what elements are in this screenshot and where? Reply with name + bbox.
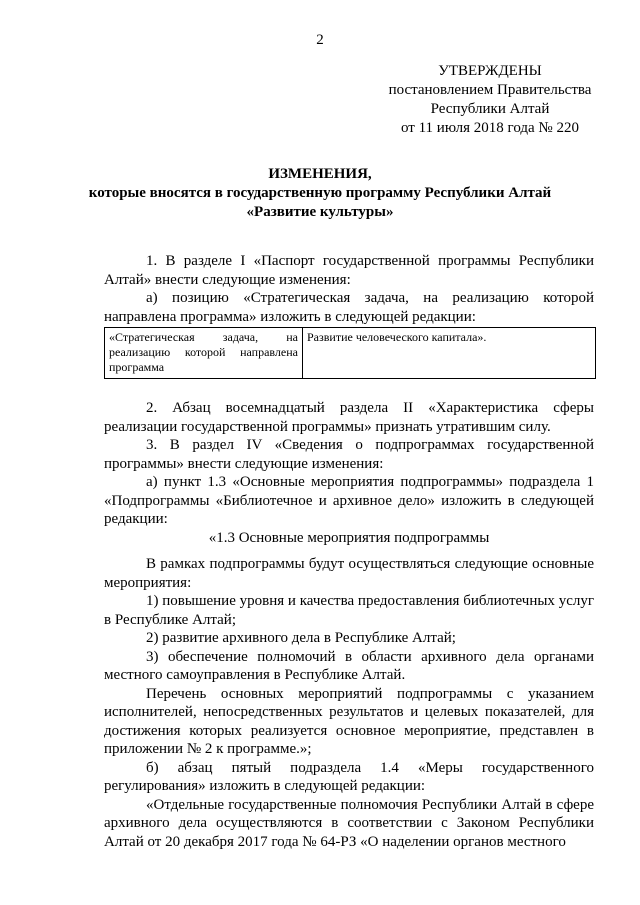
paragraph: «Отдельные государственные полномочия Республики Алтай в сфере архивного дела осуществляются в соответствии с Законом Республики Алтай от 20 декабря 2017 года № 64-РЗ «О наделении органов местного [104, 796, 594, 850]
paragraph: Перечень основных мероприятий подпрограммы с указанием исполнителей, непосредственных результатов и целевых показателей, для достижения которых реализуется основное мероприятие, представлен в приложении № 2 к программе.»; [104, 685, 594, 757]
approval-line-2: постановлением Правительства [388, 82, 592, 98]
document-title [60, 165, 580, 222]
section-2-text [104, 399, 594, 547]
paragraph: 1) повышение уровня и качества предоставления библиотечных услуг в Республике Алтай; [104, 593, 594, 628]
paragraph: 2) развитие архивного дела в Республике Алтай; [146, 630, 456, 646]
title-line-1: ИЗМЕНЕНИЯ, [268, 166, 372, 182]
paragraph: В рамках подпрограммы будут осуществляться следующие основные мероприятия: [104, 556, 594, 591]
title-line-3: «Развитие культуры» [246, 204, 394, 220]
paragraph: 3) обеспечение полномочий в области архивного дела органами местного самоуправления в Республике Алтай. [104, 648, 594, 683]
page-number: 2 [316, 32, 324, 48]
approval-line-1: УТВЕРЖДЕНЫ [438, 63, 542, 79]
table-cell-value: Развитие человеческого капитала». [307, 330, 487, 344]
paragraph: 1. В разделе I «Паспорт государственной программы Республики Алтай» внести следующие изменения: [104, 253, 594, 288]
table-cell-position: «Стратегическая задача, на реализацию которой направлена программа [105, 328, 303, 378]
position-table [104, 327, 596, 379]
approval-line-3: Республики Алтай [430, 101, 550, 117]
title-line-2: которые вносятся в государственную программу Республики Алтай [88, 185, 552, 201]
approval-line-4: от 11 июля 2018 года № 220 [401, 120, 579, 136]
paragraph: а) пункт 1.3 «Основные мероприятия подпрограммы» подраздела 1 «Подпрограммы «Библиотечное и архивное дело» изложить в следующей редакции: [104, 474, 594, 527]
section-1-text [104, 252, 594, 326]
paragraph: б) абзац пятый подраздела 1.4 «Меры государственного регулирования» изложить в следующей редакции: [104, 759, 594, 794]
paragraph: 2. Абзац восемнадцатый раздела II «Характеристика сферы реализации государственной программы» признать утратившим силу. [104, 400, 594, 435]
subheading: «1.3 Основные мероприятия подпрограммы [208, 529, 490, 546]
section-3-text [104, 555, 594, 851]
paragraph: 3. В раздел IV «Сведения о подпрограммах государственной программы» внести следующие изменения: [104, 437, 594, 472]
paragraph: а) позицию «Стратегическая задача, на реализацию которой направлена программа» изложить в следующей редакции: [104, 290, 594, 325]
approval-block [380, 62, 600, 138]
